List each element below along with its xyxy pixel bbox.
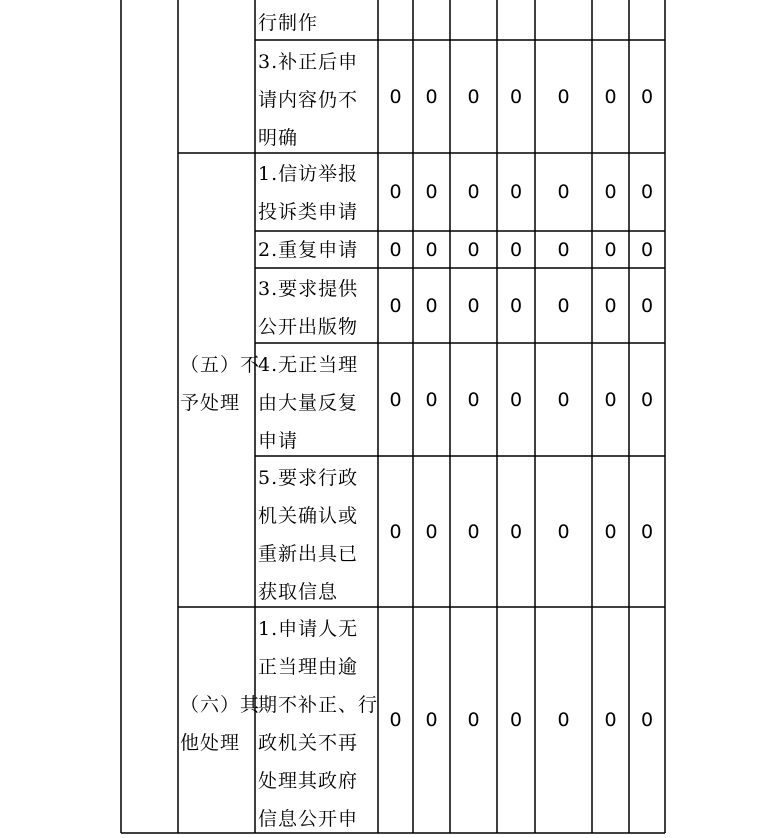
value-cell: 0	[425, 388, 438, 411]
value-cell: 0	[509, 709, 523, 731]
row-item-line: 3.补正后申	[258, 51, 359, 73]
value-cell: 0	[604, 181, 617, 203]
value-cell: 0	[640, 85, 654, 108]
value-cell: 0	[604, 709, 617, 731]
row-item-line: 请内容仍不	[258, 89, 359, 111]
row-item-line: 政机关不再	[258, 732, 359, 754]
row-item-cell	[258, 43, 358, 157]
value-cell: 0	[467, 388, 480, 411]
value-cell: 0	[425, 294, 438, 317]
value-cell: 0	[640, 294, 654, 317]
value-cell: 0	[425, 85, 438, 108]
value-cell: 0	[604, 238, 617, 261]
row-item-line: 正当理由逾	[258, 656, 359, 678]
category-line: （五）不	[180, 354, 261, 376]
value-cell: 0	[389, 85, 402, 108]
value-cell: 0	[557, 709, 570, 731]
row-item-line: 1.申请人无	[258, 618, 359, 640]
row-item-cell	[258, 231, 358, 269]
value-cell: 0	[604, 294, 617, 317]
row-item-cell	[258, 4, 318, 42]
value-cell: 0	[389, 520, 402, 543]
value-cell: 0	[509, 520, 523, 543]
value-cell: 0	[425, 520, 438, 543]
category-line: 予处理	[180, 392, 241, 414]
value-cell: 0	[557, 85, 570, 108]
value-cell: 0	[425, 238, 438, 261]
value-cell: 0	[640, 181, 654, 203]
value-cell: 0	[557, 181, 570, 203]
value-cell: 0	[467, 709, 480, 731]
value-cell: 0	[467, 520, 480, 543]
row-item-line: 3.要求提供	[258, 278, 359, 300]
category-line: 他处理	[180, 732, 241, 754]
row-item-line: 5.要求行政	[258, 467, 359, 489]
row-item-cell	[258, 270, 358, 346]
value-cell: 0	[509, 238, 523, 261]
row-item-cell	[258, 155, 358, 231]
value-cell: 0	[467, 294, 480, 317]
category-five-cell	[180, 346, 260, 422]
value-cell: 0	[509, 85, 523, 108]
value-cell: 0	[467, 85, 480, 108]
value-cell: 0	[604, 388, 617, 411]
row-item-line: 申请	[258, 430, 299, 452]
row-item-cell	[258, 610, 378, 838]
row-item-line: 2.重复申请	[258, 239, 359, 261]
row-item-line: 获取信息	[258, 581, 339, 603]
value-cell: 0	[389, 294, 402, 317]
row-item-cell	[258, 459, 358, 611]
value-cell: 0	[640, 388, 654, 411]
value-cell: 0	[425, 181, 438, 203]
value-cell: 0	[509, 294, 523, 317]
row-item-line: 机关确认或	[258, 505, 359, 527]
value-cell: 0	[557, 520, 570, 543]
value-cell: 0	[557, 294, 570, 317]
value-cell: 0	[389, 709, 402, 731]
value-cell: 0	[389, 181, 402, 203]
value-cell: 0	[425, 709, 438, 731]
row-item-line: 行制作	[258, 12, 319, 34]
row-item-line: 明确	[258, 127, 299, 149]
value-cell: 0	[557, 388, 570, 411]
value-cell: 0	[640, 709, 654, 731]
value-cell: 0	[640, 238, 654, 261]
value-cell: 0	[389, 388, 402, 411]
row-item-cell	[258, 346, 358, 460]
row-item-line: 期不补正、行	[258, 694, 379, 716]
value-cell: 0	[509, 388, 523, 411]
row-item-line: 1.信访举报	[258, 163, 359, 185]
category-six-cell	[180, 686, 260, 762]
row-item-line: 投诉类申请	[258, 201, 359, 223]
value-cell: 0	[389, 238, 402, 261]
row-item-line: 处理其政府	[258, 770, 359, 792]
value-cell: 0	[604, 520, 617, 543]
value-cell: 0	[467, 181, 480, 203]
row-item-line: 信息公开申	[258, 808, 359, 830]
row-item-line: 4.无正当理	[258, 354, 359, 376]
category-line: （六）其	[180, 694, 261, 716]
row-item-line: 由大量反复	[258, 392, 359, 414]
row-item-line: 公开出版物	[258, 316, 359, 338]
value-cell: 0	[467, 238, 480, 261]
value-cell: 0	[604, 85, 617, 108]
row-item-line: 重新出具已	[258, 543, 359, 565]
value-cell: 0	[557, 238, 570, 261]
value-cell: 0	[509, 181, 523, 203]
value-cell: 0	[640, 520, 654, 543]
